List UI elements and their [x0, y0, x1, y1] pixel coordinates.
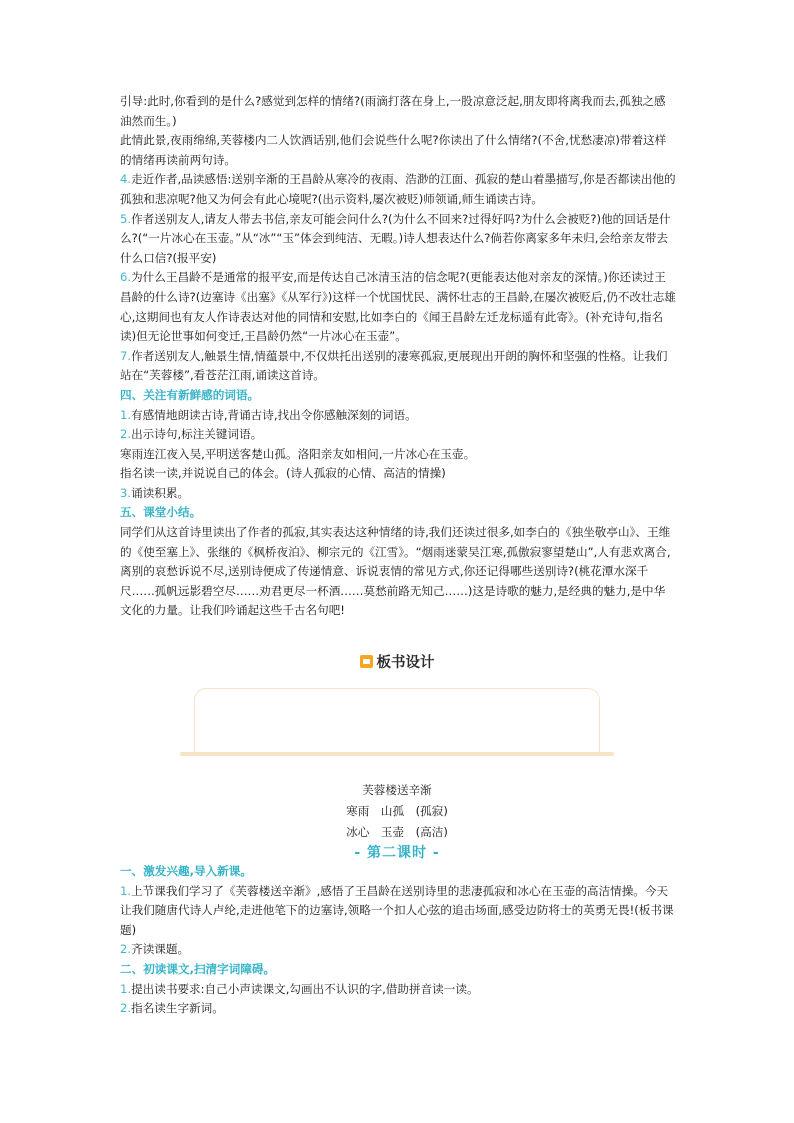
intro-paragraph-2: 此情此景,夜雨绵绵,芙蓉楼内二人饮酒话别,他们会说些什么呢?你读出了什么情绪?(不舍,忧愁凄凉)带着这样的情绪再读前两句诗。	[120, 133, 667, 167]
board-frame	[180, 688, 614, 756]
board-design-header	[0, 651, 794, 672]
section-heading-1: 一、激发兴趣,导入新课。	[120, 864, 252, 878]
step-number: 2.	[120, 1001, 132, 1016]
board-line-1: 寒雨 山孤 (孤寂)	[346, 804, 448, 818]
board-frame-base	[180, 752, 614, 756]
summary-paragraph: 同学们从这首诗里读出了作者的孤寂,其实表达这种情绪的诗,我们还读过很多,如李白的《独坐敬亭山》、王维的《使至塞上》、张继的《枫桥夜泊》、柳宗元的《江雪》。“烟雨迷蒙吴江寒,孤傲寂寥望楚山”,人有悲欢离合,离别的哀愁诉说不尽,送别诗便成了传递情意、诉说衷情的常见方式,你还记得哪些送别诗?(桃花潭水深千尺……孤帆远影碧空尽……劝君更尽一杯酒……莫愁前路无知己……)这是诗歌的魅力,是经典的魅力,是中华文化的力量。让我们吟诵起这些千古名句吧!	[120, 525, 671, 618]
step-number: 1.	[120, 407, 132, 422]
section-heading-2: 二、初读课文,扫清字词障碍。	[120, 961, 276, 976]
board-content	[0, 780, 794, 843]
step-number: 3.	[120, 485, 132, 500]
step-number: 5.	[120, 211, 132, 226]
step-text: 有感情地朗读古诗,背诵古诗,找出令你感触深刻的词语。	[131, 407, 417, 422]
step-7	[120, 347, 676, 386]
poem-text: 寒雨连江夜入吴,平明送客楚山孤。洛阳亲友如相问,一片冰心在玉壶。	[120, 446, 476, 461]
board-design-label: 板书设计	[376, 655, 435, 671]
blackboard-icon	[360, 655, 373, 668]
board-line-2: 冰心 玉壶 (高洁)	[346, 825, 448, 839]
lesson2-sub-step-1	[120, 980, 676, 1000]
lesson-body-part1	[120, 92, 676, 621]
board-design-title	[360, 651, 435, 672]
step-number: 1.	[120, 981, 132, 996]
step-6	[120, 268, 676, 346]
step-number: 2.	[120, 427, 132, 442]
step-text: 上节课我们学习了《芙蓉楼送辛渐》,感悟了王昌龄在送别诗里的悲凄孤寂和冰心在玉壶的高洁情操。今天让我们随唐代诗人卢纶,走进他笔下的边塞诗,领略一个扣人心弦的追击场面,感受边防将士的英勇无畏!(板书课题)	[120, 883, 674, 937]
sub-step-3	[120, 484, 676, 504]
step-number: 6.	[120, 270, 132, 285]
step-text: 作者送别友人,请友人带去书信,亲友可能会问什么?(为什么不回来?过得好吗?为什么会被贬?)他的回话是什么?(“一片冰心在玉壶。”从“冰”“玉”体会到纯洁、无暇。)诗人想表达什么?倘若你离家多年未归,会给亲友带去什么口信?(报平安)	[120, 211, 671, 265]
step-number: 2.	[120, 942, 132, 957]
step-5	[120, 210, 676, 269]
lesson-body-part2	[120, 862, 676, 1019]
step-text: 齐读课题。	[131, 942, 190, 957]
step-text: 走近作者,品读感悟:送别辛渐的王昌龄从寒冷的夜雨、浩渺的江面、孤寂的楚山着墨描写,你是否都读出他的孤独和悲凉呢?他又为何会有此心境呢?(出示资料,屡次被贬)师领诵,师生诵读古诗。	[120, 172, 676, 206]
step-text: 指名读生字新词。	[131, 1001, 224, 1016]
intro-paragraph-1: 引导:此时,你看到的是什么?感觉到怎样的情绪?(雨滴打落在身上,一股凉意泛起,朋友即将离我而去,孤独之感油然而生。)	[120, 94, 666, 128]
lesson2-step-2	[120, 940, 676, 960]
second-lesson-title: - 第二课时 -	[354, 845, 440, 861]
step-text: 诵读积累。	[131, 485, 190, 500]
board-frame-box	[194, 688, 600, 753]
lesson2-step-1	[120, 882, 676, 941]
reading-instruction: 指名读一读,并说说自己的体会。(诗人孤寂的心情、高洁的情操)	[120, 466, 446, 481]
section-heading-4: 四、关注有新鲜感的词语。	[120, 387, 260, 402]
step-4	[120, 170, 676, 209]
sub-step-1	[120, 406, 676, 426]
step-number: 1.	[120, 883, 132, 898]
step-text: 作者送别友人,触景生情,情蕴景中,不仅烘托出送别的凄寒孤寂,更展现出开朗的胸怀和坚强的性格。让我们站在“芙蓉楼”,看苍茫江雨,诵读这首诗。	[120, 348, 668, 383]
step-text: 出示诗句,标注关键词语。	[131, 427, 263, 442]
lesson2-sub-step-2	[120, 999, 676, 1019]
step-text: 提出读书要求:自己小声读课文,勾画出不认识的字,借助拼音读一读。	[131, 981, 479, 996]
sub-step-2	[120, 425, 676, 445]
step-text: 为什么王昌龄不是通常的报平安,而是传达自己冰清玉洁的信念呢?(更能表达他对亲友的深情。)你还读过王昌龄的什么诗?(边塞诗《出塞》《从军行》)这样一个忧国忧民、满怀壮志的王昌龄,在屡次被贬后,仍不改壮志雄心,这期间也有友人作诗表达对他的同情和安慰,比如李白的《闻王昌龄左迁龙标遥有此寄》。(补充诗句,指名读)但无论世事如何变迁,王昌龄仍然“一片冰心在玉壶”。	[120, 270, 676, 344]
step-number: 7.	[120, 348, 132, 363]
section-heading-5: 五、课堂小结。	[120, 505, 202, 520]
step-number: 4.	[120, 172, 132, 187]
board-poem-title: 芙蓉楼送辛渐	[362, 783, 432, 797]
